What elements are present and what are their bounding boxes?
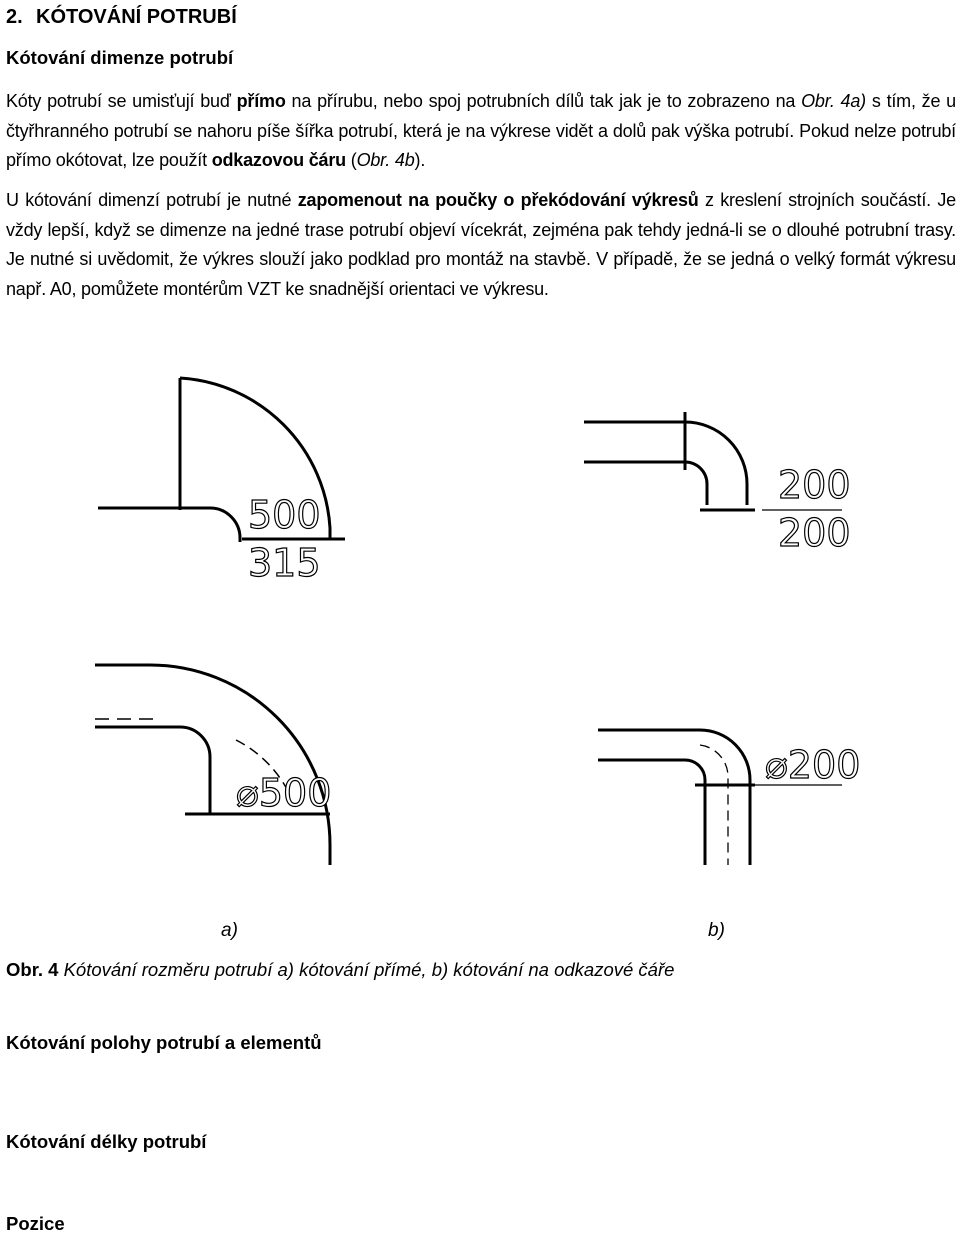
text-run: ( bbox=[345, 150, 357, 170]
section-title-length: Kótování délky potrubí bbox=[6, 1131, 207, 1152]
dim-width-b: 200 bbox=[778, 463, 851, 507]
dim-height-a: 315 bbox=[248, 541, 321, 585]
dim-width-a: 500 bbox=[248, 493, 321, 537]
section-title-position: Kótování polohy potrubí a elementů bbox=[6, 1032, 322, 1053]
outer-arc bbox=[95, 665, 330, 865]
chapter-heading bbox=[6, 6, 237, 29]
text-run: s tím, že u čtyřhranného potrubí se nahoru píše šířka potrubí, která je na výkrese vidět a dolů pak výška potrubí. Pokud nelze potrubí přímo okótovat, lze použít bbox=[6, 91, 956, 170]
bold-run: přímo bbox=[236, 91, 286, 111]
dim-height-b: 200 bbox=[778, 511, 851, 555]
bold-run: zapomenout na poučky o překódování výkresů bbox=[297, 190, 699, 210]
elbow-round-a bbox=[95, 665, 330, 865]
caption-prefix: Obr. bbox=[6, 959, 49, 980]
paragraph-1 bbox=[6, 87, 956, 176]
paragraph-2 bbox=[6, 186, 956, 304]
text-run: U kótování dimenzí potrubí je nutné bbox=[6, 190, 298, 210]
inner-arc bbox=[210, 508, 240, 538]
section-title-pozice: Pozice bbox=[6, 1213, 65, 1234]
text-run: na přírubu, nebo spoj potrubních dílů tak jak je to zobrazeno na bbox=[285, 91, 802, 111]
inner-arc bbox=[584, 462, 707, 505]
chapter-number: 2. bbox=[6, 6, 23, 28]
dim-diameter-a: ⌀500 bbox=[236, 771, 332, 815]
dim-diameter-b: ⌀200 bbox=[765, 743, 861, 787]
figure-caption bbox=[6, 959, 674, 981]
pipe-dimension-figure bbox=[0, 360, 960, 920]
text-run: Kóty potrubí se umisťují buď bbox=[6, 91, 237, 111]
inner-arc bbox=[95, 727, 210, 815]
chapter-title: KÓTOVÁNÍ POTRUBÍ bbox=[36, 6, 237, 28]
bold-run: odkazovou čáru bbox=[211, 150, 346, 170]
inner-arc bbox=[598, 760, 705, 865]
outer-arc bbox=[598, 730, 750, 865]
italic-run: Obr. 4a) bbox=[801, 91, 866, 111]
figure-label-a: a) bbox=[221, 920, 238, 941]
text-run: z kreslení strojních součástí. Je vždy lepší, když se dimenze na jedné trase potrubí objeví vícekrát, zejména pak tehdy jedná-li se o dlouhé potrubní trasy. Je nutné si uvědomit, že výkres slouží jako podklad pro montáž na stavbě. V případě, že se jedná o velký formát výkresu např. A0, pomůžete montérům VZT ke snadnější orientaci ve výkresu. bbox=[6, 190, 956, 299]
figure-label-b: b) bbox=[708, 920, 725, 941]
caption-text: Kótování rozměru potrubí a) kótování přímé, b) kótování na odkazové čáře bbox=[58, 959, 675, 980]
caption-number: 4 bbox=[48, 959, 59, 980]
text-run: ). bbox=[414, 150, 426, 170]
italic-run: Obr. 4b bbox=[356, 150, 415, 170]
section-title-dimension: Kótování dimenze potrubí bbox=[6, 47, 234, 68]
